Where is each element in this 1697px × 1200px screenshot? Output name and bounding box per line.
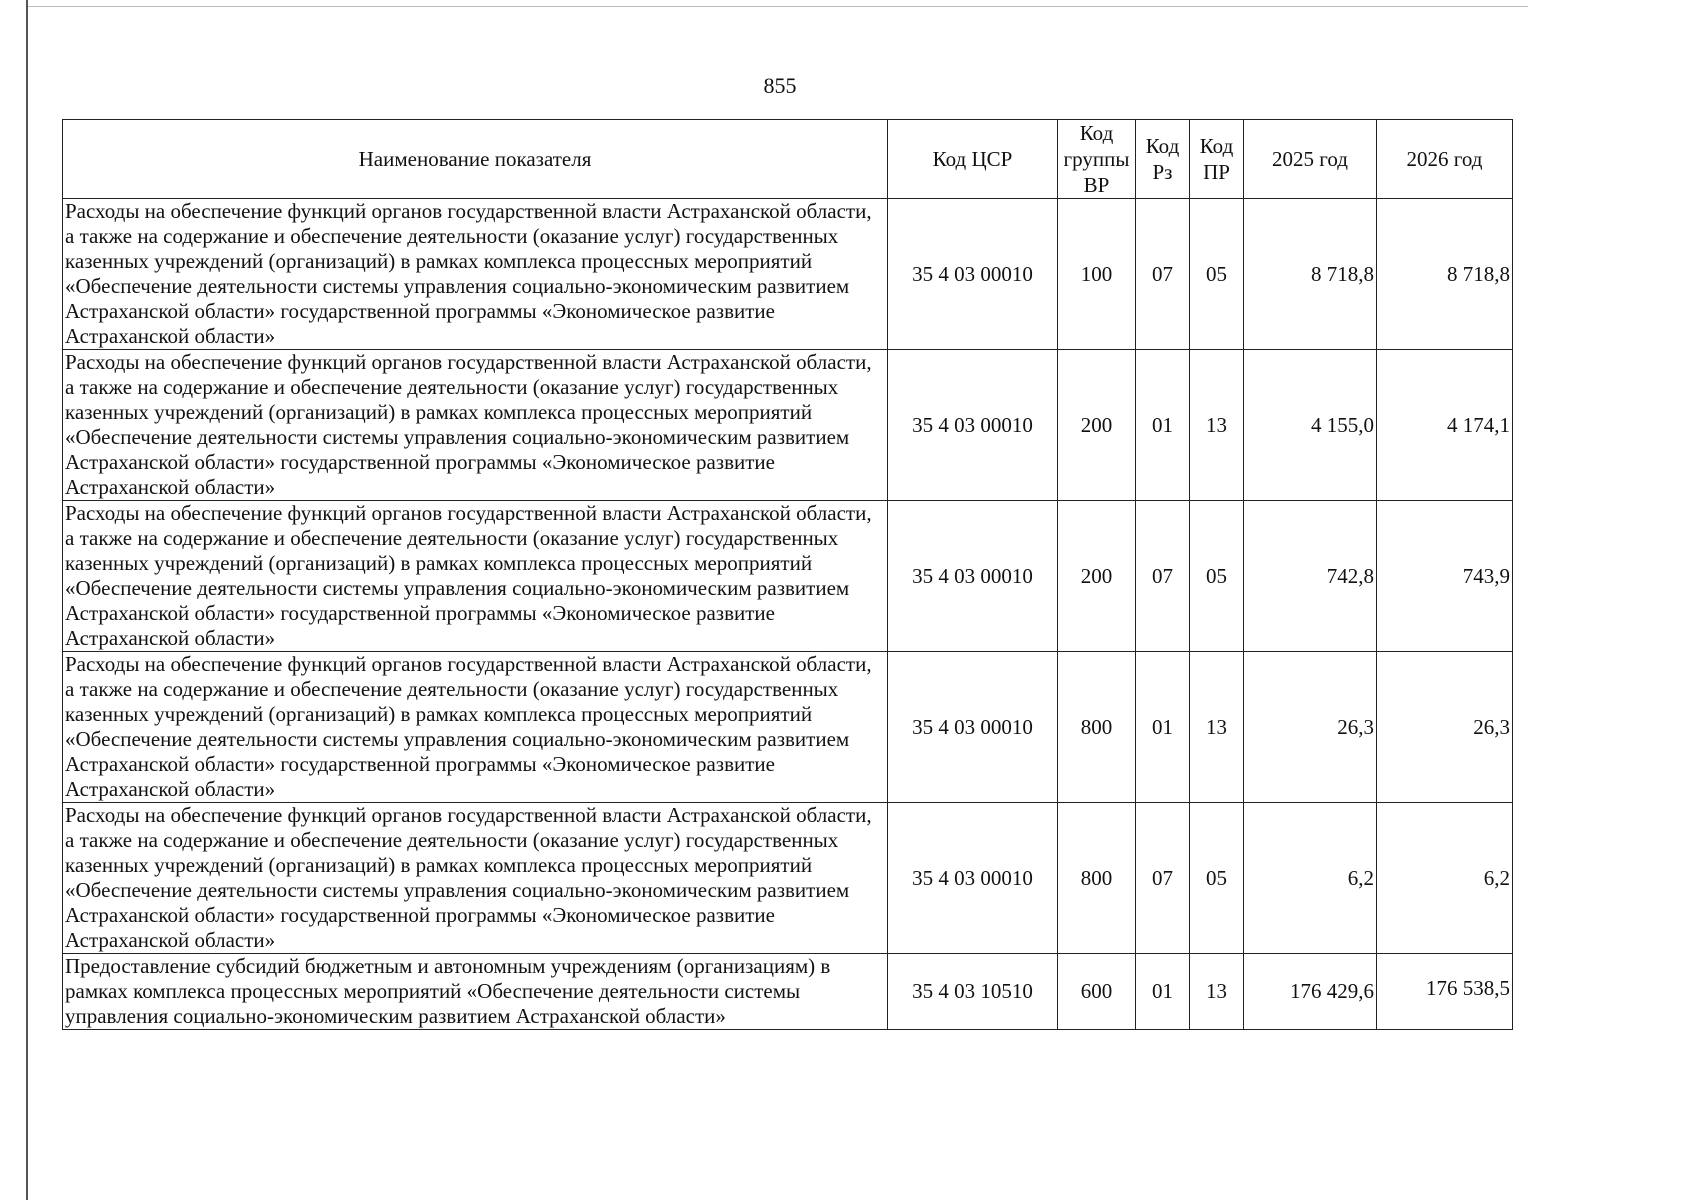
table-header-row	[63, 120, 1513, 199]
row-name: Расходы на обеспечение функций органов государственной власти Астраханской области, а также на содержание и обеспечение деятельности (оказание услуг) государственных казенных учреждений (организаций) в рамках комплекса процессных мероприятий «Обеспечение деятельности системы управления социально-экономическим развитием Астраханской области» государственной программы «Экономическое развитие Астраханской области»	[63, 803, 888, 954]
row-vr: 200	[1058, 501, 1136, 652]
row-csr: 35 4 03 00010	[888, 501, 1058, 652]
row-vr: 100	[1058, 199, 1136, 350]
row-csr: 35 4 03 10510	[888, 954, 1058, 1030]
row-2026: 743,9	[1377, 501, 1513, 652]
table-row	[63, 350, 1513, 501]
table-row	[63, 954, 1513, 1030]
row-vr: 200	[1058, 350, 1136, 501]
row-rz: 07	[1136, 803, 1190, 954]
header-name: Наименование показателя	[63, 120, 888, 199]
row-vr: 600	[1058, 954, 1136, 1030]
row-rz: 07	[1136, 501, 1190, 652]
row-2026: 176 538,5	[1377, 954, 1513, 1030]
row-pr: 13	[1190, 652, 1244, 803]
row-csr: 35 4 03 00010	[888, 803, 1058, 954]
page-number: 855	[763, 73, 797, 98]
row-pr: 05	[1190, 501, 1244, 652]
row-2025: 4 155,0	[1244, 350, 1377, 501]
budget-table	[62, 119, 1513, 1030]
row-2026: 6,2	[1377, 803, 1513, 954]
header-csr: Код ЦСР	[888, 120, 1058, 199]
table-row	[63, 501, 1513, 652]
header-2025: 2025 год	[1244, 120, 1377, 199]
row-2025: 8 718,8	[1244, 199, 1377, 350]
row-rz: 01	[1136, 350, 1190, 501]
row-rz: 01	[1136, 652, 1190, 803]
header-pr: Код ПР	[1190, 120, 1244, 199]
row-name: Расходы на обеспечение функций органов государственной власти Астраханской области, а также на содержание и обеспечение деятельности (оказание услуг) государственных казенных учреждений (организаций) в рамках комплекса процессных мероприятий «Обеспечение деятельности системы управления социально-экономическим развитием Астраханской области» государственной программы «Экономическое развитие Астраханской области»	[63, 199, 888, 350]
row-2026: 4 174,1	[1377, 350, 1513, 501]
row-2025: 742,8	[1244, 501, 1377, 652]
header-rz: Код Рз	[1136, 120, 1190, 199]
page-edge-line	[26, 0, 28, 1200]
row-name: Расходы на обеспечение функций органов государственной власти Астраханской области, а также на содержание и обеспечение деятельности (оказание услуг) государственных казенных учреждений (организаций) в рамках комплекса процессных мероприятий «Обеспечение деятельности системы управления социально-экономическим развитием Астраханской области» государственной программы «Экономическое развитие Астраханской области»	[63, 652, 888, 803]
row-csr: 35 4 03 00010	[888, 350, 1058, 501]
row-vr: 800	[1058, 803, 1136, 954]
row-name: Предоставление субсидий бюджетным и автономным учреждениям (организациям) в рамках комплекса процессных мероприятий «Обеспечение деятельности системы управления социально-экономическим развитием Астраханской области»	[63, 954, 888, 1030]
row-name: Расходы на обеспечение функций органов государственной власти Астраханской области, а также на содержание и обеспечение деятельности (оказание услуг) государственных казенных учреждений (организаций) в рамках комплекса процессных мероприятий «Обеспечение деятельности системы управления социально-экономическим развитием Астраханской области» государственной программы «Экономическое развитие Астраханской области»	[63, 350, 888, 501]
row-pr: 05	[1190, 803, 1244, 954]
row-2026: 26,3	[1377, 652, 1513, 803]
row-rz: 01	[1136, 954, 1190, 1030]
row-vr: 800	[1058, 652, 1136, 803]
table-row	[63, 652, 1513, 803]
header-vr: Код группы ВР	[1058, 120, 1136, 199]
row-pr: 05	[1190, 199, 1244, 350]
row-2026: 8 718,8	[1377, 199, 1513, 350]
row-pr: 13	[1190, 350, 1244, 501]
row-2025: 6,2	[1244, 803, 1377, 954]
table-row	[63, 803, 1513, 954]
row-2025: 26,3	[1244, 652, 1377, 803]
page-top-edge	[28, 6, 1528, 7]
row-name: Расходы на обеспечение функций органов государственной власти Астраханской области, а также на содержание и обеспечение деятельности (оказание услуг) государственных казенных учреждений (организаций) в рамках комплекса процессных мероприятий «Обеспечение деятельности системы управления социально-экономическим развитием Астраханской области» государственной программы «Экономическое развитие Астраханской области»	[63, 501, 888, 652]
header-2026: 2026 год	[1377, 120, 1513, 199]
row-csr: 35 4 03 00010	[888, 652, 1058, 803]
row-rz: 07	[1136, 199, 1190, 350]
table-row	[63, 199, 1513, 350]
row-csr: 35 4 03 00010	[888, 199, 1058, 350]
row-2025: 176 429,6	[1244, 954, 1377, 1030]
row-pr: 13	[1190, 954, 1244, 1030]
